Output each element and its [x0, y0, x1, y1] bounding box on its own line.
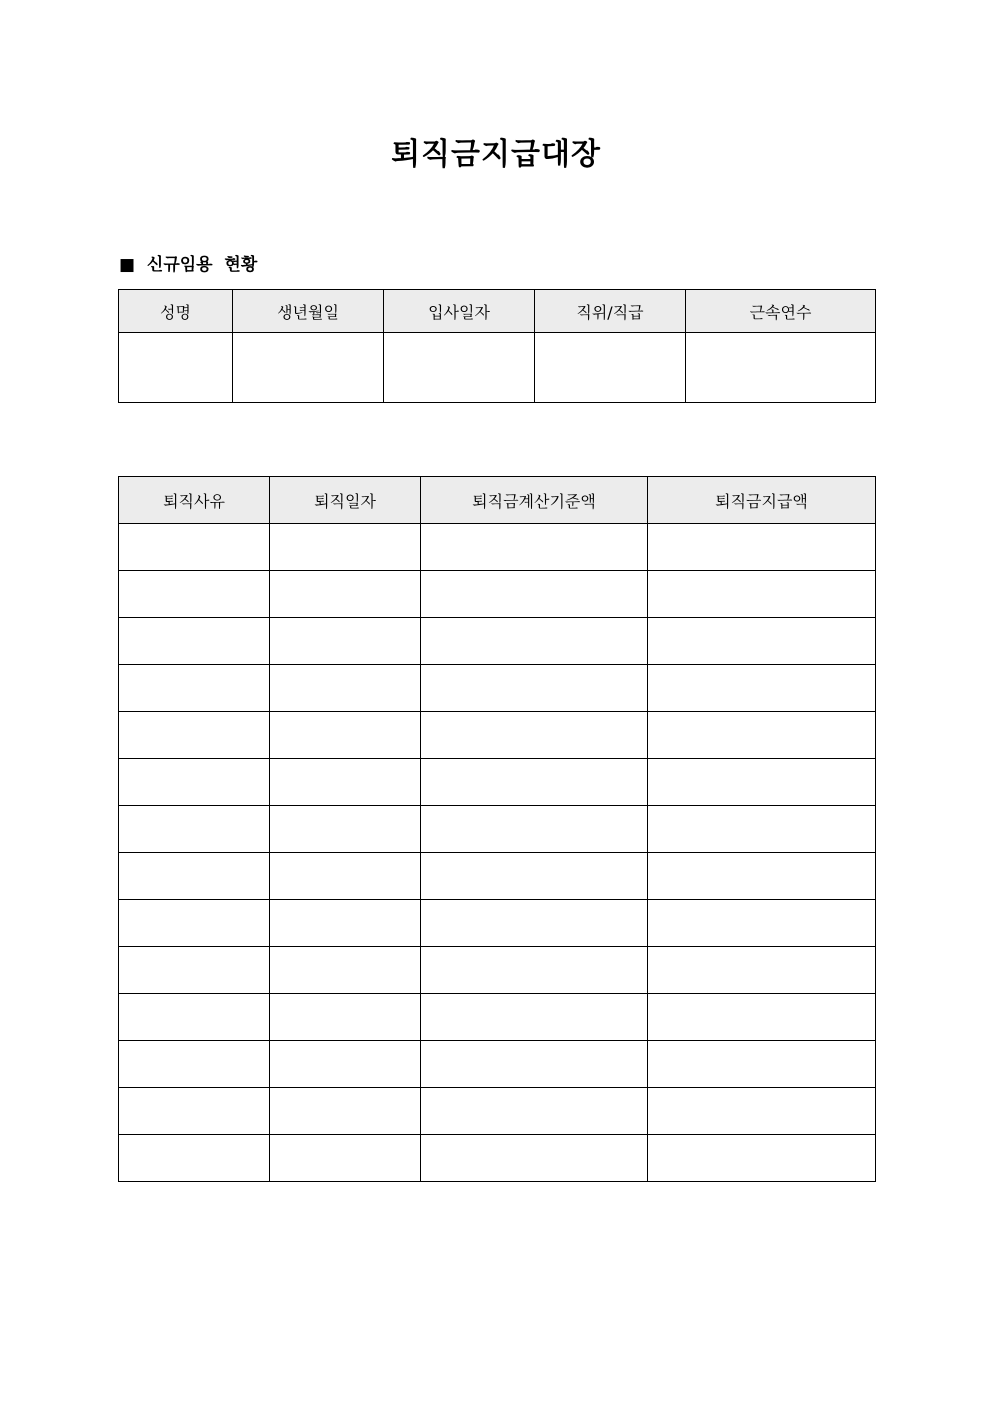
table-cell-calculation-base-amount[interactable]: [421, 900, 648, 947]
table-cell-calculation-base-amount[interactable]: [421, 1088, 648, 1135]
table-header-row: [119, 477, 876, 524]
table-cell-calculation-base-amount[interactable]: [421, 994, 648, 1041]
table-cell-payment-amount[interactable]: [648, 853, 876, 900]
table-cell-retirement-date[interactable]: [270, 900, 421, 947]
table-cell-retirement-date[interactable]: [270, 1041, 421, 1088]
table-cell-payment-amount[interactable]: [648, 1135, 876, 1182]
table-cell-retirement-reason[interactable]: [119, 571, 270, 618]
table-row: [119, 806, 876, 853]
table-cell-retirement-reason[interactable]: [119, 806, 270, 853]
table-cell-retirement-date[interactable]: [270, 806, 421, 853]
table-cell-retirement-reason[interactable]: [119, 947, 270, 994]
table-cell-payment-amount[interactable]: [648, 665, 876, 712]
table-cell-retirement-date[interactable]: [270, 1135, 421, 1182]
table-cell-payment-amount[interactable]: [648, 712, 876, 759]
table-row: [119, 618, 876, 665]
table-row: [119, 712, 876, 759]
table-cell-retirement-reason[interactable]: [119, 853, 270, 900]
table-cell-retirement-reason[interactable]: [119, 712, 270, 759]
table-cell-retirement-date[interactable]: [270, 853, 421, 900]
retirement-payment-table: [118, 476, 876, 1182]
table-cell-calculation-base-amount[interactable]: [421, 806, 648, 853]
table-cell-calculation-base-amount[interactable]: [421, 712, 648, 759]
table-cell-retirement-reason[interactable]: [119, 1088, 270, 1135]
table-row: [119, 665, 876, 712]
table-row: [119, 947, 876, 994]
table-cell-payment-amount[interactable]: [648, 759, 876, 806]
table-header-row: [119, 290, 876, 333]
column-header-position-grade: 직위/직급: [535, 290, 686, 333]
table-cell-retirement-reason[interactable]: [119, 665, 270, 712]
table-cell-hire-date[interactable]: [384, 333, 535, 403]
table-cell-retirement-reason[interactable]: [119, 1135, 270, 1182]
table-cell-years-of-service[interactable]: [686, 333, 876, 403]
column-header-retirement-date: 퇴직일자: [270, 477, 421, 524]
table-cell-calculation-base-amount[interactable]: [421, 1135, 648, 1182]
table-cell-calculation-base-amount[interactable]: [421, 759, 648, 806]
table-cell-retirement-date[interactable]: [270, 571, 421, 618]
table-cell-retirement-reason[interactable]: [119, 1041, 270, 1088]
table-row: [119, 900, 876, 947]
table-cell-calculation-base-amount[interactable]: [421, 665, 648, 712]
table-row: [119, 1135, 876, 1182]
table-row: [119, 994, 876, 1041]
column-header-calculation-base-amount: 퇴직금계산기준액: [421, 477, 648, 524]
table-row: [119, 853, 876, 900]
table-cell-calculation-base-amount[interactable]: [421, 524, 648, 571]
table-cell-retirement-reason[interactable]: [119, 900, 270, 947]
table-cell-retirement-reason[interactable]: [119, 759, 270, 806]
table-cell-birth-date[interactable]: [233, 333, 384, 403]
table-cell-retirement-reason[interactable]: [119, 618, 270, 665]
table-cell-retirement-date[interactable]: [270, 618, 421, 665]
table-cell-payment-amount[interactable]: [648, 900, 876, 947]
table-row: [119, 759, 876, 806]
column-header-retirement-reason: 퇴직사유: [119, 477, 270, 524]
table-cell-calculation-base-amount[interactable]: [421, 618, 648, 665]
table-cell-payment-amount[interactable]: [648, 806, 876, 853]
column-header-birth-date: 생년월일: [233, 290, 384, 333]
table-cell-calculation-base-amount[interactable]: [421, 853, 648, 900]
table-cell-retirement-date[interactable]: [270, 759, 421, 806]
table-cell-calculation-base-amount[interactable]: [421, 571, 648, 618]
table-row: [119, 1041, 876, 1088]
column-header-payment-amount: 퇴직금지급액: [648, 477, 876, 524]
table-cell-calculation-base-amount[interactable]: [421, 1041, 648, 1088]
table-cell-payment-amount[interactable]: [648, 994, 876, 1041]
table-cell-retirement-date[interactable]: [270, 1088, 421, 1135]
column-header-years-of-service: 근속연수: [686, 290, 876, 333]
table-row: [119, 571, 876, 618]
column-header-hire-date: 입사일자: [384, 290, 535, 333]
document-title: 퇴직금지급대장: [391, 137, 601, 172]
table-cell-payment-amount[interactable]: [648, 524, 876, 571]
table-cell-payment-amount[interactable]: [648, 571, 876, 618]
table-cell-retirement-date[interactable]: [270, 994, 421, 1041]
table-cell-name[interactable]: [119, 333, 233, 403]
table-row: [119, 333, 876, 403]
table-cell-retirement-date[interactable]: [270, 665, 421, 712]
new-hire-status-table: [118, 289, 876, 403]
table-cell-payment-amount[interactable]: [648, 947, 876, 994]
table-row: [119, 524, 876, 571]
table-cell-payment-amount[interactable]: [648, 618, 876, 665]
table-cell-calculation-base-amount[interactable]: [421, 947, 648, 994]
table-cell-payment-amount[interactable]: [648, 1088, 876, 1135]
table-cell-retirement-reason[interactable]: [119, 524, 270, 571]
table-row: [119, 1088, 876, 1135]
section-heading-new-hire-status: ■ 신규임용 현황: [119, 255, 258, 275]
table-cell-retirement-date[interactable]: [270, 712, 421, 759]
table-cell-payment-amount[interactable]: [648, 1041, 876, 1088]
column-header-name: 성명: [119, 290, 233, 333]
table-cell-retirement-date[interactable]: [270, 947, 421, 994]
table-cell-retirement-date[interactable]: [270, 524, 421, 571]
table-cell-position-grade[interactable]: [535, 333, 686, 403]
table-cell-retirement-reason[interactable]: [119, 994, 270, 1041]
